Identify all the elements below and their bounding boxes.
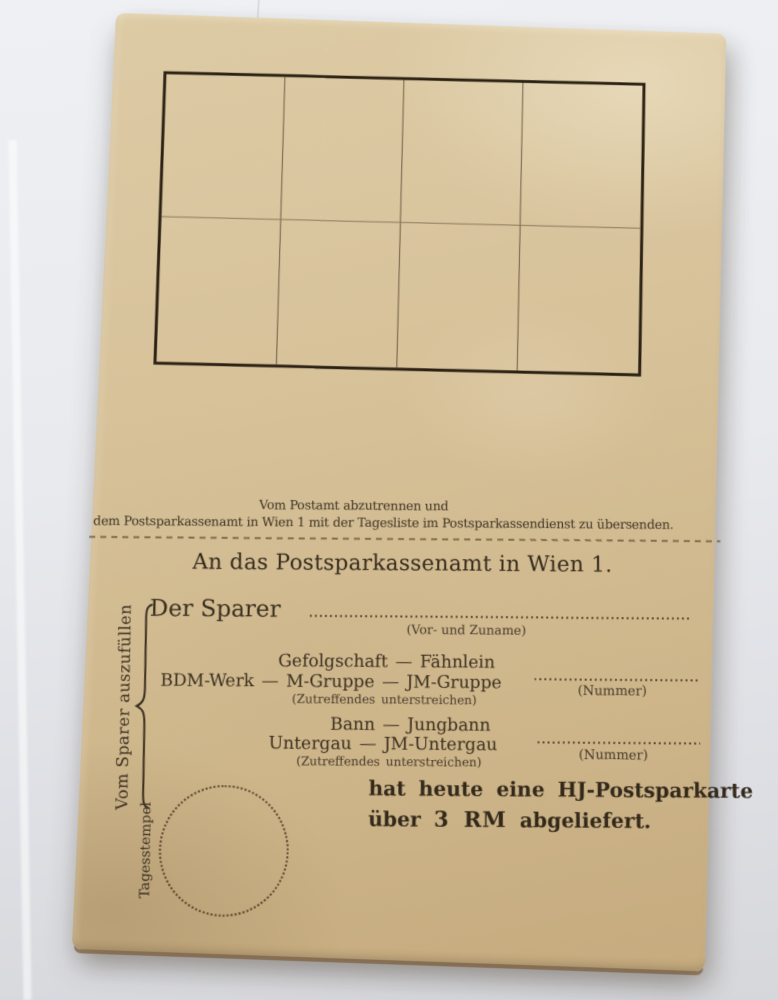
stamp-grid-cell xyxy=(397,223,520,371)
stamp-grid-cell xyxy=(157,217,282,364)
unit-bann-option-line1: Bann — Jungbann xyxy=(330,714,491,736)
statement-prefix: über xyxy=(368,806,421,832)
saver-name-field-line xyxy=(310,615,691,620)
detach-note-line1: Vom Postamt abzutrennen und xyxy=(259,496,449,514)
stamp-grid-cell xyxy=(401,80,524,226)
perforation-line xyxy=(89,536,720,542)
unit-bann-number-field-line xyxy=(538,741,701,744)
unit-bann-option-line2: Untergau — JM-Untergau xyxy=(268,733,498,756)
saver-field-caption: (Vor- und Zuname) xyxy=(406,621,527,638)
savings-stamp-grid xyxy=(153,71,645,376)
unit-hj-number-field-line xyxy=(535,678,700,681)
delivery-statement-line1: hat heute eine HJ-Postsparkarte xyxy=(368,775,754,804)
filler-instruction-label: Vom Sparer auszufüllen xyxy=(111,604,135,811)
unit-hj-option-line1: Gefolgschaft — Fähnlein xyxy=(278,651,496,673)
delivery-statement-line2 xyxy=(368,803,753,837)
stamp-grid-cell xyxy=(277,220,401,368)
stamp-grid-cell xyxy=(281,77,404,223)
unit-bann-instruction: (Zutreffendes unterstreichen) xyxy=(296,753,482,770)
statement-amount: 3 RM xyxy=(433,805,507,833)
postcard-content xyxy=(85,21,754,963)
unit-hj-number-caption: (Nummer) xyxy=(577,683,647,700)
backdrop-highlight xyxy=(8,140,31,1000)
statement-suffix: abgeliefert. xyxy=(519,807,652,834)
detach-note xyxy=(93,495,674,533)
unit-hj-instruction: (Zutreffendes unterstreichen) xyxy=(291,691,477,708)
address-heading: An das Postsparkassenamt in Wien 1. xyxy=(192,549,613,578)
stamp-grid-cell xyxy=(518,226,641,374)
brace-shape xyxy=(132,602,154,812)
delivery-statement xyxy=(368,774,753,837)
postcard xyxy=(72,13,754,972)
detach-note-line2: dem Postsparkassenamt in Wien 1 mit der Tagesliste im Postsparkassendienst zu übersenden. xyxy=(93,512,674,532)
day-stamp-circle xyxy=(158,785,290,918)
stamp-grid-cell xyxy=(162,74,286,220)
saver-label: Der Sparer xyxy=(149,595,281,623)
unit-hj-option-line2: BDM-Werk — M-Gruppe — JM-Gruppe xyxy=(160,670,502,694)
unit-bann-number-caption: (Nummer) xyxy=(578,747,648,764)
day-stamp-label: Tagesstempel xyxy=(136,802,155,899)
stamp-grid-cell xyxy=(521,83,643,229)
